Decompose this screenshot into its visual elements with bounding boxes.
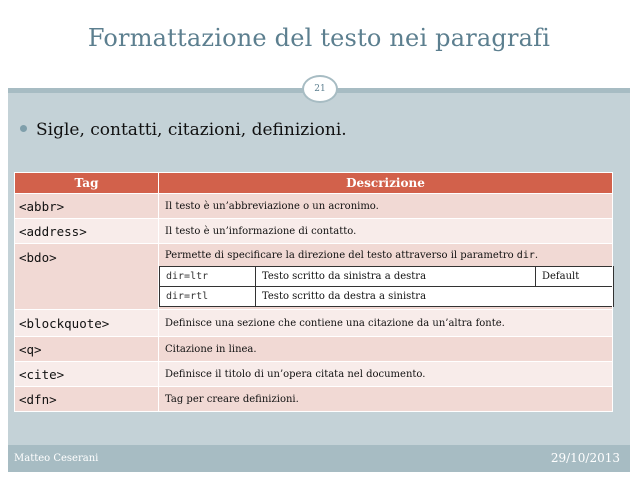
direction-option-row xyxy=(160,287,614,307)
direction-option-row xyxy=(160,267,614,287)
direction-code: dir=ltr xyxy=(160,267,256,287)
direction-note: Default xyxy=(536,267,614,287)
table-row-bdo xyxy=(15,244,613,310)
direction-text: Testo scritto da destra a sinistra xyxy=(256,287,614,307)
dir-parameter: dir xyxy=(516,250,535,261)
table-header-row xyxy=(15,173,613,194)
bullet-dot-icon xyxy=(20,125,27,132)
table-row xyxy=(15,194,613,219)
footer-date: 29/10/2013 xyxy=(550,451,620,465)
tag-cell: <abbr> xyxy=(15,194,159,219)
tag-cell: <cite> xyxy=(15,362,159,387)
table-row xyxy=(15,387,613,412)
table-row xyxy=(15,337,613,362)
table-row xyxy=(15,310,613,337)
tags-table xyxy=(14,172,613,412)
column-header-tag: Tag xyxy=(15,173,159,194)
slide-title: Formattazione del testo nei paragrafi xyxy=(87,24,551,52)
bullet-item xyxy=(20,120,347,140)
tag-cell: <bdo> xyxy=(15,244,159,310)
description-cell xyxy=(159,244,613,310)
tag-cell: <address> xyxy=(15,219,159,244)
direction-options-table xyxy=(159,266,614,307)
direction-code: dir=rtl xyxy=(160,287,256,307)
description-cell: Citazione in linea. xyxy=(159,337,613,362)
description-cell: Definisce una sezione che contiene una citazione da un’altra fonte. xyxy=(159,310,613,337)
description-cell: Tag per creare definizioni. xyxy=(159,387,613,412)
bullet-text: Sigle, contatti, citazioni, definizioni. xyxy=(36,120,347,140)
tag-cell: <q> xyxy=(15,337,159,362)
description-cell: Il testo è un’informazione di contatto. xyxy=(159,219,613,244)
footer-band xyxy=(8,445,630,472)
table-row xyxy=(15,362,613,387)
direction-text: Testo scritto da sinistra a destra xyxy=(256,267,536,287)
column-header-descrizione: Descrizione xyxy=(159,173,613,194)
bdo-description: Permette di specificare la direzione del testo attraverso il parametro dir. xyxy=(165,250,539,261)
tag-cell: <dfn> xyxy=(15,387,159,412)
slide-number: 21 xyxy=(302,75,338,103)
table-row xyxy=(15,219,613,244)
description-cell: Definisce il titolo di un’opera citata nel documento. xyxy=(159,362,613,387)
tag-cell: <blockquote> xyxy=(15,310,159,337)
footer-author: Matteo Ceserani xyxy=(14,453,99,464)
description-cell: Il testo è un’abbreviazione o un acronimo. xyxy=(159,194,613,219)
